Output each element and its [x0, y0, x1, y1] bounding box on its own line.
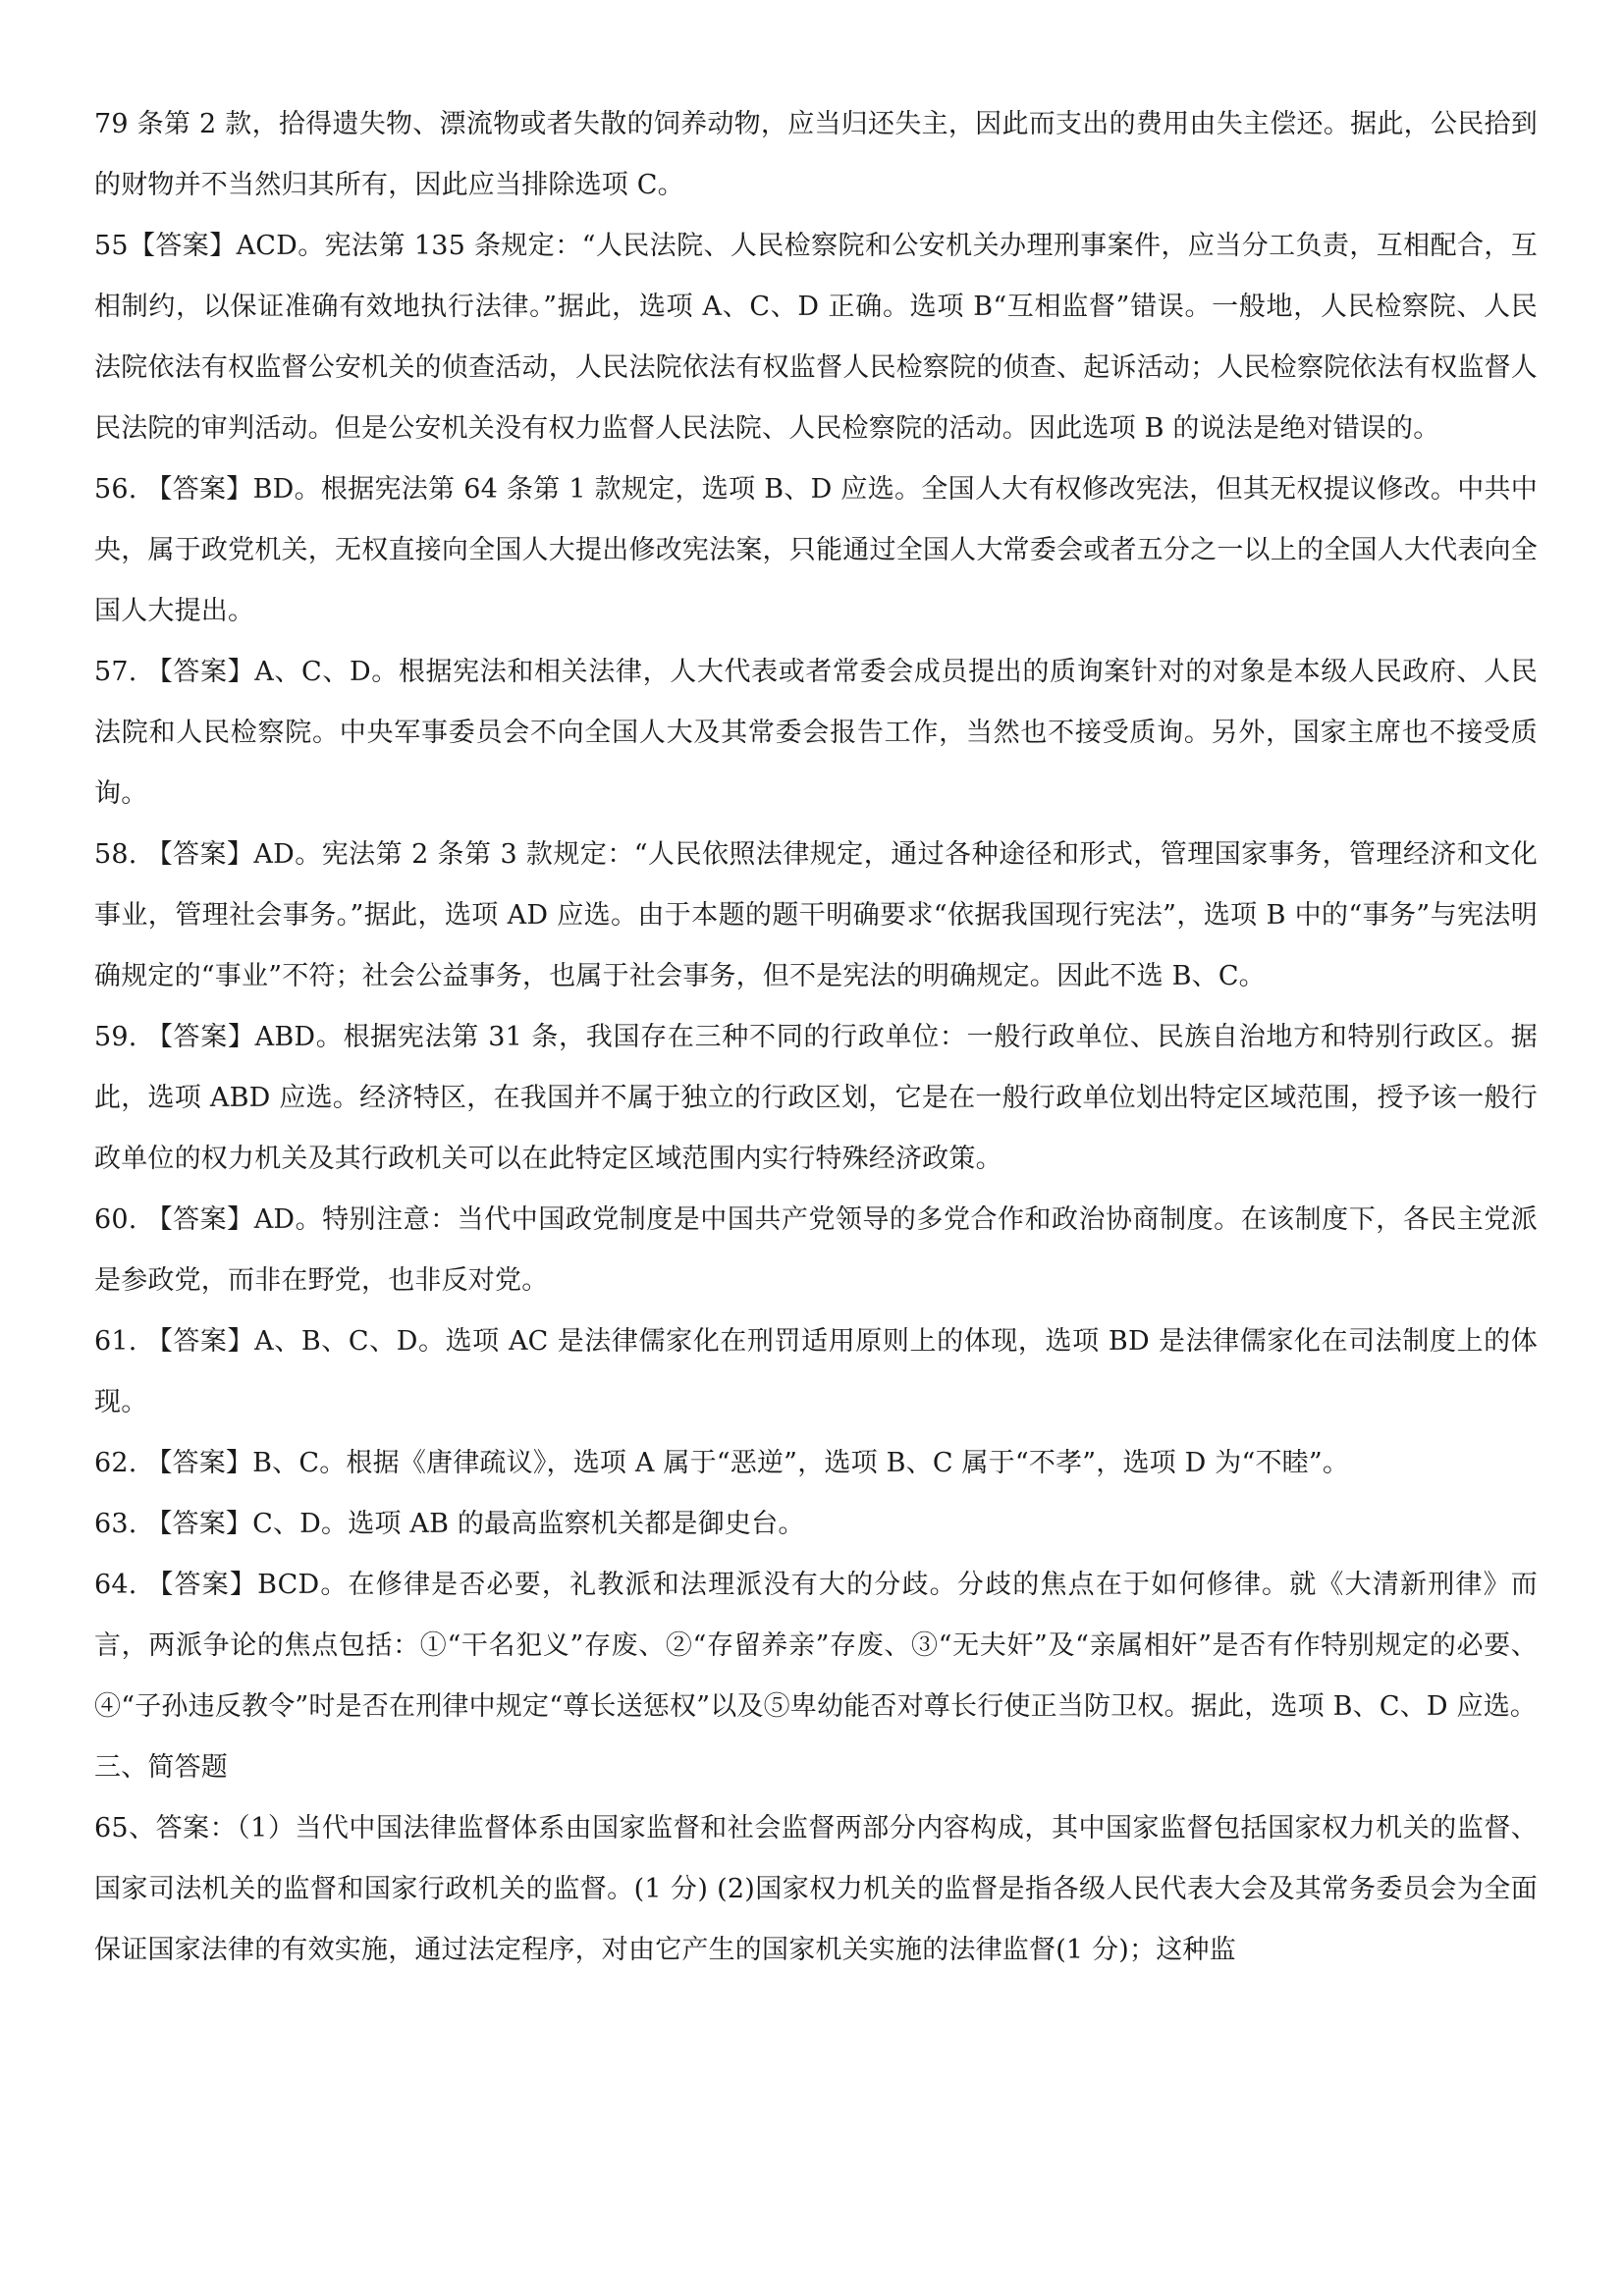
answer-60: 60. 【答案】AD。特别注意：当代中国政党制度是中国共产党领导的多党合作和政治协商制度。在该制度下，各民主党派是参政党，而非在野党，也非反对党。: [94, 1204, 1538, 1296]
answer-59: 59. 【答案】ABD。根据宪法第 31 条，我国存在三种不同的行政单位：一般行政单位、民族自治地方和特别行政区。据此，选项 ABD 应选。经济特区，在我国并不属于独立的行政区划，它是在一般行政单位划出特定区域范围，授予该一般行政单位的权力机关及其行政机关可以在此特定区域范围内实行特殊经济政策。: [94, 1022, 1538, 1174]
answer-65: 65、答案：（1）当代中国法律监督体系由国家监督和社会监督两部分内容构成，其中国家监督包括国家权力机关的监督、国家司法机关的监督和国家行政机关的监督。(1 分) (2)国家权力机关的监督是指各级人民代表大会及其常务委员会为全面保证国家法律的有效实施，通过法定程序，对由它产生的国家机关实施的法律监督(1 分)；这种监: [94, 1813, 1538, 1965]
answer-55: 55【答案】ACD。宪法第 135 条规定：“人民法院、人民检察院和公安机关办理刑事案件，应当分工负责，互相配合，互相制约，以保证准确有效地执行法律。”据此，选项 A、C、D 正确。选项 B“互相监督”错误。一般地，人民检察院、人民法院依法有权监督公安机关的侦查活动，人民法院依法有权监督人民检察院的侦查、起诉活动；人民检察院依法有权监督人民法院的审判活动。但是公安机关没有权力监督人民法院、人民检察院的活动。因此选项 B 的说法是绝对错误的。: [94, 231, 1538, 444]
paragraph-continuation-79: 79 条第 2 款，拾得遗失物、漂流物或者失散的饲养动物，应当归还失主，因此而支出的费用由失主偿还。据此，公民拾到的财物并不当然归其所有，因此应当排除选项 C。: [94, 109, 1538, 200]
answer-63: 63. 【答案】C、D。选项 AB 的最高监察机关都是御史台。: [94, 1509, 805, 1539]
answer-62: 62. 【答案】B、C。根据《唐律疏议》，选项 A 属于“恶逆”，选项 B、C 属于“不孝”，选项 D 为“不睦”。: [94, 1448, 1350, 1478]
answer-61: 61. 【答案】A、B、C、D。选项 AC 是法律儒家化在刑罚适用原则上的体现，选项 BD 是法律儒家化在司法制度上的体现。: [94, 1326, 1538, 1417]
document-page: [94, 94, 1538, 1981]
answer-56: 56. 【答案】BD。根据宪法第 64 条第 1 款规定，选项 B、D 应选。全国人大有权修改宪法，但其无权提议修改。中共中央，属于政党机关，无权直接向全国人大提出修改宪法案，只能通过全国人大常委会或者五分之一以上的全国人大代表向全国人大提出。: [94, 474, 1538, 626]
answer-64: 64. 【答案】BCD。在修律是否必要，礼教派和法理派没有大的分歧。分歧的焦点在于如何修律。就《大清新刑律》而言，两派争论的焦点包括：①“干名犯义”存废、②“存留养亲”存废、③“无夫奸”及“亲属相奸”是否有作特别规定的必要、④“子孙违反教令”时是否在刑律中规定“尊长送惩权”以及⑤卑幼能否对尊长行使正当防卫权。据此，选项 B、C、D 应选。: [94, 1570, 1538, 1722]
answer-57: 57. 【答案】A、C、D。根据宪法和相关法律，人大代表或者常委会成员提出的质询案针对的对象是本级人民政府、人民法院和人民检察院。中央军事委员会不向全国人大及其常委会报告工作，当然也不接受质询。另外，国家主席也不接受质询。: [94, 657, 1538, 809]
section-heading-short-answer: 三、简答题: [94, 1752, 228, 1783]
answer-58: 58. 【答案】AD。宪法第 2 条第 3 款规定：“人民依照法律规定，通过各种途径和形式，管理国家事务，管理经济和文化事业，管理社会事务。”据此，选项 AD 应选。由于本题的题干明确要求“依据我国现行宪法”，选项 B 中的“事务”与宪法明确规定的“事业”不符；社会公益事务，也属于社会事务，但不是宪法的明确规定。因此不选 B、C。: [94, 839, 1538, 991]
